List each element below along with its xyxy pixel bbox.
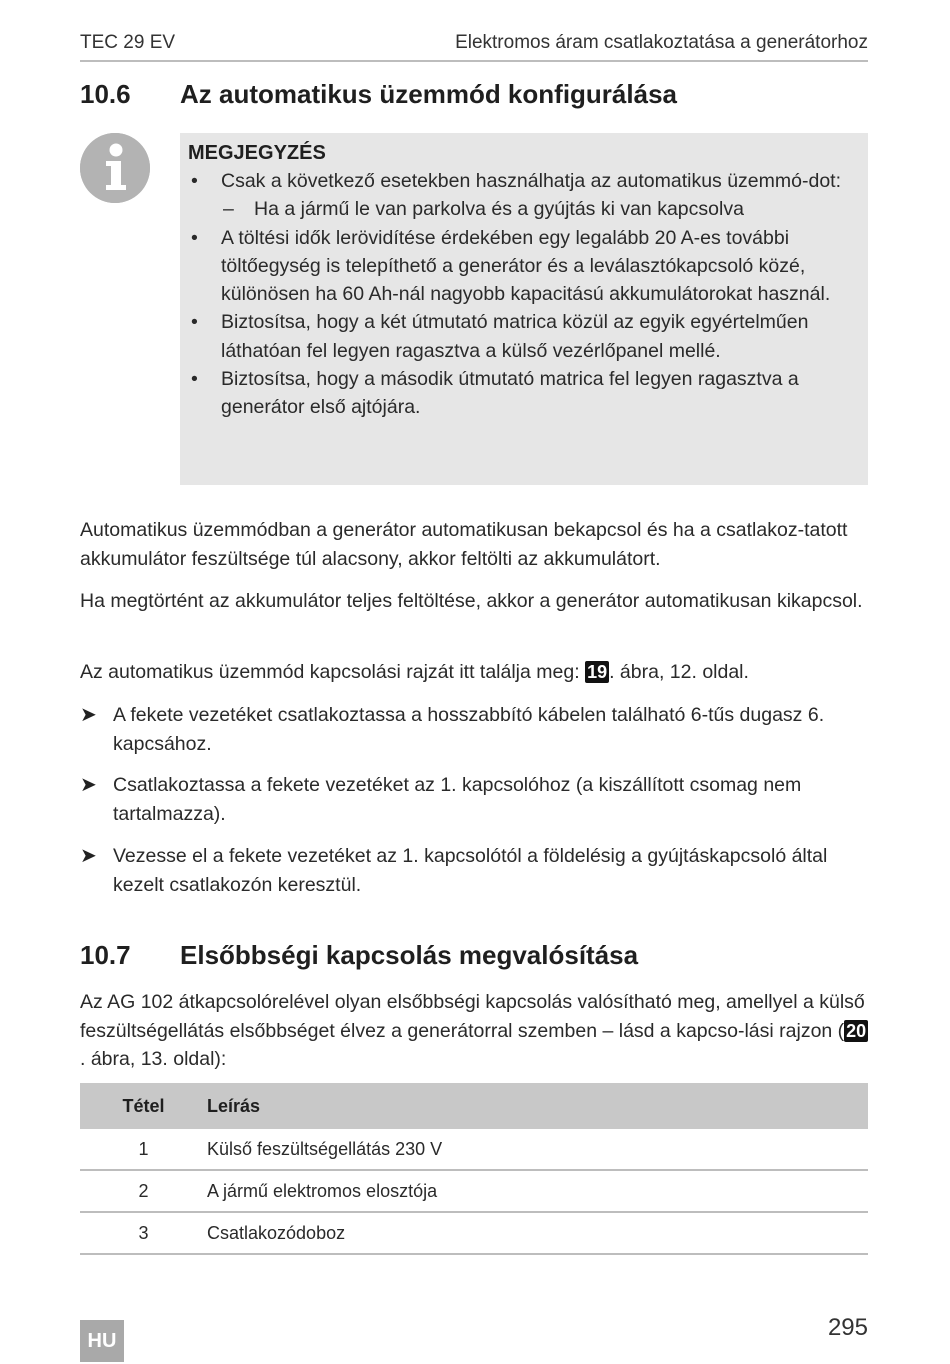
- paragraph-auto-mode: Automatikus üzemmódban a generátor automatikusan bekapcsol és ha a csatlakoz-tatott akkumulátor feszültsége túl alacsony, akkor feltölti az akkumulátort.: [80, 519, 848, 570]
- page-number: 295: [827, 1314, 868, 1341]
- bullet: •: [191, 226, 198, 249]
- column-header-description: Leírás: [207, 1083, 868, 1129]
- cell-description: Csatlakozódoboz: [207, 1212, 868, 1254]
- cell-item: 2: [80, 1170, 207, 1212]
- section-title: Az automatikus üzemmód konfigurálása: [180, 79, 677, 109]
- section-heading-10-7: [80, 940, 638, 971]
- step-item: [80, 842, 870, 899]
- figure-ref-text: Az automatikus üzemmód kapcsolási rajzát itt találja meg:: [80, 661, 586, 683]
- info-icon: [80, 133, 150, 203]
- paragraph-priority-intro: [80, 988, 870, 1074]
- items-table: [80, 1083, 868, 1255]
- step-text: Csatlakoztassa a fekete vezetéket az 1. kapcsolóhoz (a kiszállított csomag nem tartalmazza).: [113, 774, 802, 825]
- section-title: Elsőbbségi kapcsolás megvalósítása: [180, 940, 639, 970]
- cell-description: Külső feszültségellátás 230 V: [207, 1129, 868, 1170]
- cell-description: A jármű elektromos elosztója: [207, 1170, 868, 1212]
- step-text: A fekete vezetéket csatlakoztassa a hosszabbító kábelen található 6-tűs dugasz 6. kapcsához.: [113, 704, 825, 755]
- figure-ref-tail: . ábra, 12. oldal.: [609, 661, 749, 683]
- cell-item: 3: [80, 1212, 207, 1254]
- section-number: 10.6: [80, 79, 131, 109]
- note-item: [188, 365, 860, 422]
- arrow-icon: ➤: [80, 845, 97, 867]
- header-chapter: Elektromos áram csatlakoztatása a generátorhoz: [455, 32, 868, 53]
- section-number: 10.7: [80, 940, 131, 970]
- header-product: TEC 29 EV: [80, 32, 176, 53]
- column-header-item: Tétel: [80, 1083, 207, 1129]
- table-header-row: [80, 1083, 868, 1129]
- paragraph-figure-ref: [80, 658, 870, 687]
- paragraph-auto-off: Ha megtörtént az akkumulátor teljes feltöltése, akkor a generátor automatikusan kikapcsol.: [80, 590, 863, 612]
- note-item: [188, 224, 860, 309]
- cell-item: 1: [80, 1129, 207, 1170]
- step-text: Vezesse el a fekete vezetéket az 1. kapcsolótól a földelésig a gyújtáskapcsoló által kezelt csatlakozón keresztül.: [113, 845, 828, 896]
- intro-tail: . ábra, 13. oldal):: [80, 1048, 227, 1070]
- table-row: [80, 1170, 868, 1212]
- note-item: [188, 308, 860, 365]
- note-title: MEGJEGYZÉS: [188, 142, 326, 164]
- step-item: [80, 701, 870, 758]
- bullet: •: [191, 170, 198, 192]
- note-list: [188, 167, 860, 422]
- table-row: [80, 1129, 868, 1170]
- bullet: •: [191, 368, 198, 391]
- arrow-icon: ➤: [80, 774, 97, 796]
- intro-text: Az AG 102 átkapcsolórelével olyan elsőbbségi kapcsolás valósítható meg, amellyel a külső feszültségellátás elsőbbséget élvez a generátorral szemben – lásd a kapcso-lási rajzon (: [80, 991, 865, 1042]
- note-item-text: Biztosítsa, hogy a második útmutató matrica fel legyen ragasztva a generátor első ajtójára.: [221, 368, 799, 419]
- arrow-icon: ➤: [80, 704, 97, 726]
- note-subitem: [221, 195, 860, 223]
- figure-ref-badge: 20: [846, 1020, 867, 1041]
- note-subitem-text: Ha a jármű le van parkolva és a gyújtás ki van kapcsolva: [254, 198, 744, 221]
- note-item: [188, 167, 860, 224]
- note-box: [180, 133, 868, 485]
- figure-ref-badge: 19: [587, 662, 608, 682]
- step-item: [80, 771, 870, 828]
- dash: –: [223, 198, 234, 221]
- section-heading-10-6: [80, 79, 677, 110]
- language-badge: HU: [80, 1320, 124, 1362]
- page-header: [80, 30, 868, 62]
- note-item-text: Csak a következő esetekben használhatja az automatikus üzemmó-dot:: [221, 170, 842, 192]
- note-item-text: A töltési idők lerövidítése érdekében egy legalább 20 A-es további töltőegység is telepíthető a generátor és a leválasztókapcsoló közé, különösen ha 60 Ah-nál nagyobb kapacitású akkumulátorokat használ.: [221, 226, 831, 306]
- bullet: •: [191, 311, 198, 334]
- table-row: [80, 1212, 868, 1254]
- note-item-text: Biztosítsa, hogy a két útmutató matrica közül az egyik egyértelműen láthatóan fel legyen ragasztva a külső vezérlőpanel mellé.: [221, 311, 809, 362]
